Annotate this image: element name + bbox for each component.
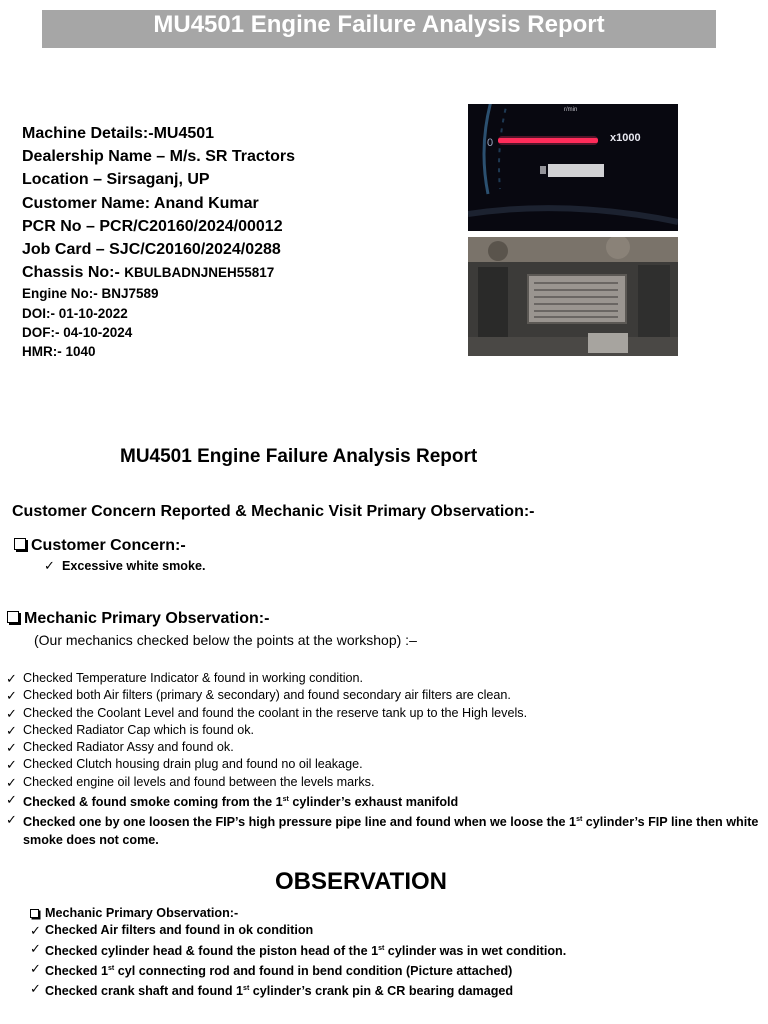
list-item: ✓ Checked 1st cyl connecting rod and found in bend condition (Picture attached)	[30, 960, 566, 980]
job-card: Job Card – SJC/C20160/2024/0288	[22, 241, 281, 259]
chassis-label: Chassis No:-	[22, 264, 125, 282]
concern-heading: Customer Concern Reported & Mechanic Visit Primary Observation:-	[12, 503, 535, 520]
check-icon: ✓	[6, 722, 17, 738]
chassis-value: KBULBADNJNEH55817	[124, 265, 275, 281]
doi: DOI:- 01-10-2022	[22, 305, 128, 321]
check-icon: ✓	[30, 940, 41, 956]
chassis-number	[22, 261, 295, 284]
checkbox-square-icon	[30, 909, 39, 918]
dash-zero: 0	[487, 137, 494, 149]
list-item: ✓ Checked cylinder head & found the piston head of the 1st cylinder was in wet condition.	[30, 940, 566, 960]
check-icon: ✓	[30, 981, 41, 997]
list-item: ✓ Checked one by one loosen the FIP’s high pressure pipe line and found when we loose the 1st cylinder’s FIP line then white smoke does not come.	[6, 811, 762, 849]
location: Location – Sirsaganj, UP	[22, 171, 210, 189]
dof: DOF:- 04-10-2024	[22, 325, 133, 341]
dash-rpm-label: r/min	[564, 107, 578, 113]
mechanic-note: (Our mechanics checked below the points at the workshop) :–	[34, 632, 417, 648]
checkbox-square-icon	[14, 538, 26, 550]
check-icon: ✓	[6, 757, 17, 773]
check-icon: ✓	[6, 671, 17, 686]
hmr: HMR:- 1040	[22, 344, 96, 360]
mechanic-observation-label	[7, 610, 269, 628]
report-title-bar	[42, 10, 716, 48]
mechanic-checks-list	[6, 670, 762, 849]
customer-concern-item	[44, 558, 206, 574]
list-item: ✓ Checked Radiator Assy and found ok.	[6, 740, 234, 756]
list-item: ✓ Checked Clutch housing drain plug and found no oil leakage.	[6, 757, 363, 773]
dashboard-photo	[468, 104, 678, 231]
engine-plate-photo	[468, 237, 678, 356]
observation-heading: OBSERVATION	[274, 868, 448, 895]
customer-concern-label	[14, 537, 186, 555]
dashboard-photo-drawing	[468, 104, 678, 231]
customer-concern-item-text: Excessive white smoke.	[62, 559, 206, 573]
dealership-name: Dealership Name – M/s. SR Tractors	[22, 148, 295, 166]
check-icon: ✓	[6, 740, 17, 756]
check-icon: ✓	[30, 923, 41, 939]
machine-details	[22, 122, 295, 362]
list-item: ✓ Checked crank shaft and found 1st cylinder’s crank pin & CR bearing damaged	[30, 980, 566, 1000]
hour-meter-display	[548, 164, 604, 177]
mechanic-observation-text: Mechanic Primary Observation:-	[24, 610, 270, 627]
check-icon: ✓	[6, 705, 17, 721]
report-subtitle: MU4501 Engine Failure Analysis Report	[120, 446, 478, 467]
list-item: Mechanic Primary Observation:-	[30, 905, 566, 922]
check-icon: ✓	[30, 960, 41, 976]
check-icon: ✓	[6, 688, 17, 704]
list-item: ✓ Checked Temperature Indicator & found in working condition.	[6, 671, 363, 686]
list-item: ✓ Checked both Air filters (primary & secondary) and found secondary air filters are clean.	[6, 688, 511, 704]
checkbox-square-icon	[7, 611, 19, 623]
check-icon: ✓	[6, 812, 17, 828]
check-icon: ✓	[6, 792, 17, 808]
check-icon: ✓	[6, 774, 17, 790]
list-item: ✓ Checked Air filters and found in ok condition	[30, 923, 314, 939]
machine-details-line: Machine Details:-MU4501	[22, 125, 215, 142]
observation-list	[30, 905, 566, 1000]
check-icon: ✓	[44, 558, 55, 573]
list-item: ✓ Checked engine oil levels and found between the levels marks.	[6, 774, 375, 790]
customer-concern-text: Customer Concern:-	[31, 537, 186, 554]
list-item: ✓ Checked the Coolant Level and found the coolant in the reserve tank up to the High levels.	[6, 705, 528, 721]
engine-plate-drawing	[468, 237, 678, 356]
pcr-number: PCR No – PCR/C20160/2024/00012	[22, 217, 283, 235]
customer-name: Customer Name: Anand Kumar	[22, 194, 259, 212]
engine-number: Engine No:- BNJ7589	[22, 286, 159, 302]
engine-plate	[528, 275, 626, 323]
report-title: MU4501 Engine Failure Analysis Report	[153, 11, 605, 38]
list-item: ✓ Checked Radiator Cap which is found ok.	[6, 722, 255, 738]
dash-multiplier: x1000	[610, 132, 641, 144]
list-item: ✓ Checked & found smoke coming from the 1st cylinder’s exhaust manifold	[6, 791, 762, 811]
